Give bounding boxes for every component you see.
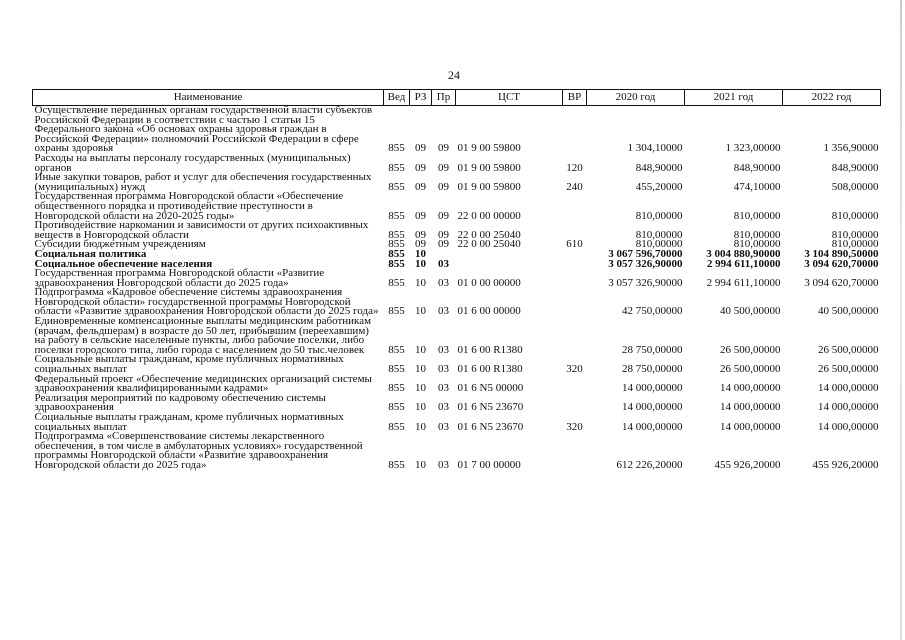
cell-cst: 01 6 00 00000 <box>457 305 521 318</box>
cell-ved: 855 <box>388 343 405 356</box>
cell-vr <box>563 192 587 221</box>
cell-rz: 10 <box>415 363 426 375</box>
cell-ved: 855 <box>388 363 405 375</box>
cell-rz: 09 <box>415 228 426 241</box>
budget-table <box>32 89 881 471</box>
cell-2021: 2 994 611,10000 <box>706 259 781 270</box>
cell-2020: 14 000,00000 <box>622 401 683 413</box>
header-name: Наименование <box>33 90 384 106</box>
cell-name: Расходы на выплаты персоналу государственных (муниципальных) органов <box>34 151 351 174</box>
table-body <box>33 106 881 471</box>
cell-vr <box>563 106 587 154</box>
cell-rz: 10 <box>415 458 426 471</box>
cell-2021: 1 323,00000 <box>725 142 781 154</box>
cell-2020: 810,00000 <box>635 228 683 241</box>
cell-cst: 01 9 00 59800 <box>457 161 521 174</box>
cell-rz: 10 <box>415 305 426 318</box>
cell-2020: 848,90000 <box>635 161 683 174</box>
cell-2021: 14 000,00000 <box>720 401 781 413</box>
cell-pr: 03 <box>438 420 449 433</box>
cell-2020: 1 304,10000 <box>627 142 683 154</box>
cell-2021: 474,10000 <box>733 180 781 193</box>
cell-vr: 320 <box>566 420 583 433</box>
cell-rz: 09 <box>415 161 426 174</box>
cell-vr <box>563 394 587 413</box>
cell-ved: 855 <box>388 259 405 270</box>
cell-cst: 01 7 00 00000 <box>457 458 521 471</box>
cell-2022: 14 000,00000 <box>818 420 879 433</box>
cell-rz: 10 <box>415 401 426 413</box>
cell-ved: 855 <box>388 180 405 193</box>
cell-2022: 848,90000 <box>831 161 879 174</box>
cell-2020: 3 067 596,70000 <box>608 249 683 260</box>
cell-2021: 3 004 880,90000 <box>706 249 781 260</box>
cell-ved: 855 <box>388 161 405 174</box>
cell-2021: 810,00000 <box>733 209 781 222</box>
cell-vr: 120 <box>566 161 583 174</box>
header-vr: ВР <box>563 90 587 106</box>
cell-name: Федеральный проект «Обеспечение медицинских организаций системы здравоохранения квалифицированными кадрами» <box>34 372 372 395</box>
header-2022: 2022 год <box>783 90 881 106</box>
cell-cst: 01 0 00 00000 <box>457 276 521 289</box>
cell-2021: 26 500,00000 <box>720 363 781 375</box>
cell-2022: 3 094 620,70000 <box>804 259 879 270</box>
cell-2022: 3 094 620,70000 <box>804 276 879 289</box>
cell-ved: 855 <box>388 240 405 250</box>
cell-name: Государственная программа Новгородской области «Обеспечение общественного порядка и противодействие преступности в Новгородской области на 2020-2025 годы» <box>34 190 344 222</box>
cell-name: Социальные выплаты гражданам, кроме публичных нормативных социальных выплат <box>34 353 344 376</box>
cell-2020: 28 750,00000 <box>622 363 683 375</box>
cell-ved: 855 <box>388 142 405 154</box>
cell-2021: 14 000,00000 <box>720 420 781 433</box>
cell-rz: 09 <box>415 180 426 193</box>
header-cst: ЦСТ <box>456 90 563 106</box>
header-ved: Вед <box>384 90 410 106</box>
table-row <box>33 375 881 394</box>
cell-2021: 14 000,00000 <box>720 382 781 394</box>
cell-cst: 01 6 00 R1380 <box>457 343 523 356</box>
cell-pr: 09 <box>438 240 449 250</box>
cell-2022: 810,00000 <box>831 209 879 222</box>
cell-name: Социальные выплаты гражданам, кроме публичных нормативных социальных выплат <box>34 411 344 433</box>
header-2021: 2021 год <box>685 90 783 106</box>
cell-cst: 22 0 00 25040 <box>457 240 521 250</box>
cell-pr: 03 <box>438 458 449 471</box>
scan-edge <box>900 0 902 640</box>
cell-vr <box>563 221 587 240</box>
cell-2020: 28 750,00000 <box>622 343 683 356</box>
cell-ved: 855 <box>388 249 405 260</box>
cell-ved: 855 <box>388 276 405 289</box>
cell-vr: 320 <box>566 363 583 375</box>
cell-vr <box>563 317 587 355</box>
cell-2021: 40 500,00000 <box>720 305 781 318</box>
cell-vr: 240 <box>566 180 583 193</box>
cell-2020: 42 750,00000 <box>622 305 683 318</box>
header-2020: 2020 год <box>587 90 685 106</box>
cell-vr: 610 <box>566 240 583 250</box>
cell-cst: 01 6 N5 23670 <box>457 401 524 413</box>
cell-rz: 10 <box>415 343 426 356</box>
cell-2020: 810,00000 <box>635 240 683 250</box>
cell-pr: 09 <box>438 161 449 174</box>
table-row <box>33 288 881 317</box>
cell-vr <box>563 432 587 470</box>
cell-pr: 03 <box>438 401 449 413</box>
cell-2020: 3 057 326,90000 <box>608 259 683 270</box>
cell-cst: 01 6 00 R1380 <box>457 363 523 375</box>
table-row <box>33 432 881 470</box>
cell-pr: 03 <box>438 343 449 356</box>
cell-2020: 3 057 326,90000 <box>608 276 683 289</box>
cell-ved: 855 <box>388 209 405 222</box>
cell-2021: 26 500,00000 <box>720 343 781 356</box>
cell-vr <box>563 260 587 270</box>
cell-2021: 810,00000 <box>733 240 781 250</box>
cell-name: Иные закупки товаров, работ и услуг для обеспечения государственных (муниципальных) нужд <box>34 171 372 193</box>
table-row <box>33 317 881 355</box>
cell-rz: 10 <box>415 249 426 260</box>
table-row <box>33 192 881 221</box>
cell-pr: 03 <box>438 363 449 375</box>
page-number: 24 <box>448 68 460 82</box>
cell-cst: 01 9 00 59800 <box>457 180 521 193</box>
cell-ved: 855 <box>388 401 405 413</box>
cell-name: Подпрограмма «Совершенствование системы лекарственного обеспечения, в том числе в амбулаторных условиях» государственной программы Новгородской области «Развитие здравоохранения Новгородской области до 2025 года» <box>34 430 363 471</box>
cell-name: Социальная политика <box>34 247 147 260</box>
cell-2020: 612 226,20000 <box>616 458 683 471</box>
cell-cst: 22 0 00 25040 <box>457 228 521 241</box>
cell-2020: 14 000,00000 <box>622 420 683 433</box>
cell-name: Субсидии бюджетным учреждениям <box>34 238 206 251</box>
cell-2022: 810,00000 <box>831 240 879 250</box>
cell-pr: 03 <box>438 259 449 270</box>
cell-2022: 1 356,90000 <box>823 142 879 154</box>
cell-2020: 455,20000 <box>635 180 683 193</box>
cell-cst: 01 6 N5 00000 <box>457 382 524 394</box>
cell-cst <box>456 250 563 260</box>
cell-ved: 855 <box>388 420 405 433</box>
cell-2022: 810,00000 <box>831 228 879 241</box>
cell-2022: 26 500,00000 <box>818 363 879 375</box>
cell-cst: 01 6 N5 23670 <box>457 420 524 433</box>
cell-name: Осуществление переданных органам государственной власти субъектов Российской Федерации в соответствии с частью 1 статьи 15 Федерального закона «Об основах охраны здоровья граждан в Российской Федерации» полномочий Российской Федерации в сфере охраны здоровья <box>34 104 373 155</box>
cell-name: Государственная программа Новгородской области «Развитие здравоохранения Новгородской области до 2025 года» <box>34 267 325 289</box>
cell-vr <box>563 288 587 317</box>
cell-ved: 855 <box>388 382 405 394</box>
cell-2022: 40 500,00000 <box>818 305 879 318</box>
header-pr: Пр <box>432 90 456 106</box>
cell-2022: 26 500,00000 <box>818 343 879 356</box>
header-rz: РЗ <box>410 90 432 106</box>
cell-pr: 03 <box>438 276 449 289</box>
cell-vr <box>563 375 587 394</box>
cell-name: Социальное обеспечение населения <box>34 257 213 270</box>
cell-cst: 22 0 00 00000 <box>457 209 521 222</box>
cell-2020: 14 000,00000 <box>622 382 683 394</box>
cell-2022: 455 926,20000 <box>812 458 879 471</box>
cell-rz: 10 <box>415 420 426 433</box>
cell-pr <box>432 250 456 260</box>
cell-pr: 03 <box>438 305 449 318</box>
cell-2022: 14 000,00000 <box>818 382 879 394</box>
cell-name: Реализация мероприятий по кадровому обеспечению системы здравоохранения <box>34 391 326 414</box>
cell-name: Единовременные компенсационные выплаты медицинским работникам (врачам, фельдшерам) в возрасте до 50 лет, прибывшим (переехавшим) на работу в сельские населенные пункты, либо рабочие поселки, либо поселки городского типа, либо города с населением до 50 тыс.человек <box>34 315 372 356</box>
cell-2022: 3 104 890,50000 <box>804 249 879 260</box>
cell-2022: 508,00000 <box>831 180 879 193</box>
table-row <box>33 106 881 154</box>
cell-2022: 14 000,00000 <box>818 401 879 413</box>
cell-2021: 848,90000 <box>733 161 781 174</box>
cell-ved: 855 <box>388 305 405 318</box>
cell-cst <box>456 260 563 270</box>
cell-pr: 09 <box>438 180 449 193</box>
cell-rz: 09 <box>415 209 426 222</box>
cell-2021: 810,00000 <box>733 228 781 241</box>
cell-pr: 09 <box>438 228 449 241</box>
cell-cst: 01 9 00 59800 <box>457 142 521 154</box>
cell-rz: 10 <box>415 259 426 270</box>
cell-ved: 855 <box>388 458 405 471</box>
cell-vr <box>563 250 587 260</box>
cell-vr <box>563 269 587 288</box>
cell-rz: 10 <box>415 382 426 394</box>
cell-2021: 455 926,20000 <box>714 458 781 471</box>
cell-ved: 855 <box>388 228 405 241</box>
cell-pr: 09 <box>438 142 449 154</box>
cell-2020: 810,00000 <box>635 209 683 222</box>
cell-rz: 10 <box>415 276 426 289</box>
cell-rz: 09 <box>415 142 426 154</box>
table-row <box>33 240 881 250</box>
table-row <box>33 355 881 374</box>
cell-pr: 09 <box>438 209 449 222</box>
cell-rz: 09 <box>415 240 426 250</box>
cell-pr: 03 <box>438 382 449 394</box>
cell-name: Подпрограмма «Кадровое обеспечение системы здравоохранения Новгородской области» государственной программы Новгородской области «Развитие здравоохранения Новгородской области до 2025 года» <box>34 286 379 318</box>
cell-name: Противодействие наркомании и зависимости от других психоактивных веществ в Новгородской области <box>34 219 369 241</box>
cell-2021: 2 994 611,10000 <box>706 276 781 289</box>
